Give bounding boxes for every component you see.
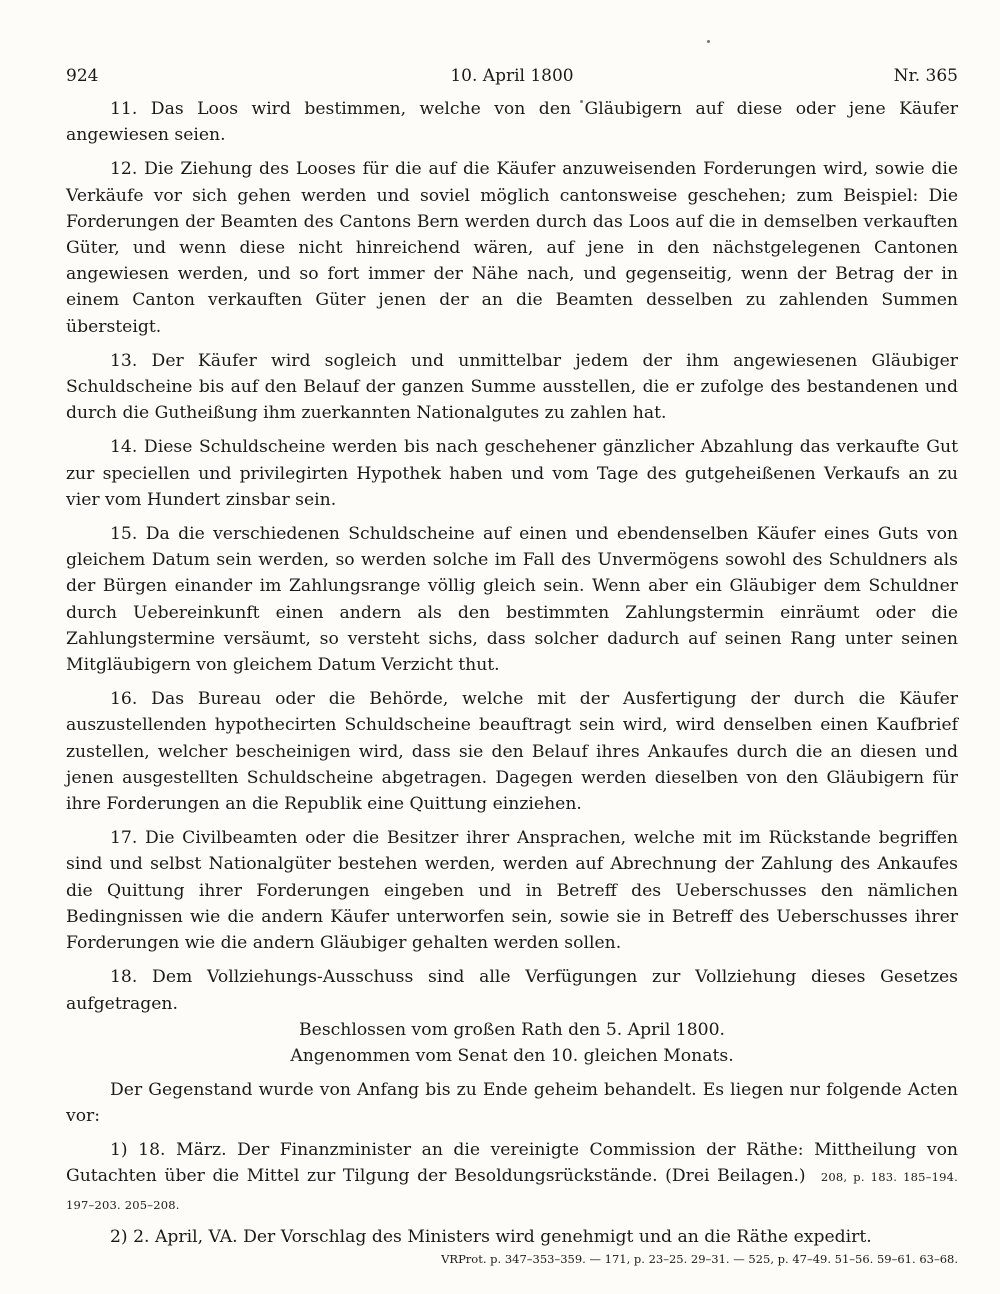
- article-16: 16. Das Bureau oder die Behörde, welche mit der Ausfertigung der durch die Käufer auszustellenden hypothecirten Schuldscheine beauftragt sein wird, wird denselben einen Kaufbrief zustellen, welcher bescheinigen wird, dass sie den Belauf ihres Ankaufes durch die an diesen und jenen ausgestellten Schuldscheine abgetragen. Dagegen werden dieselben von den Gläubigern für ihre Forderungen an die Republik eine Quittung einziehen.: [66, 689, 958, 815]
- article-14: 14. Diese Schuldscheine werden bis nach geschehener gänzlicher Abzahlung das verkaufte Gut zur speciellen und privilegirten Hypothek haben und vom Tage des gutgeheißenen Verkaufs an zu vier vom Hundert zinsbar sein.: [66, 437, 958, 510]
- notes-item-1: [66, 1137, 958, 1218]
- notes-item-1-refs: 208, p. 183. 185–194. 197–203. 205–208.: [66, 1170, 958, 1212]
- page-header: [66, 66, 958, 96]
- document-number: Nr. 365: [893, 66, 958, 86]
- notes-item-2-refs: VRProt. p. 347–353–359. — 171, p. 23–25. 29–31. — 525, p. 47–49. 51–56. 59–61. 63–68.: [441, 1251, 958, 1266]
- notes-item-2: 2) 2. April, VA. Der Vorschlag des Ministers wird genehmigt und an die Räthe expedirt.: [110, 1226, 872, 1247]
- notes-intro: Der Gegenstand wurde von Anfang bis zu Ende geheim behandelt. Es liegen nur folgende Acten vor:: [66, 1079, 958, 1126]
- section-gap: [66, 1069, 958, 1077]
- notes-item-1-text: 1) 18. März. Der Finanzminister an die vereinigte Commission der Räthe: Mittheilung von Gutachten über die Mittel zur Tilgung der Besoldungsrückstände. (Drei Beilagen.): [66, 1140, 958, 1187]
- article-11: 11. Das Loos wird bestimmen, welche von den Gläubigern auf diese oder jene Käufer angewiesen seien.: [66, 99, 958, 146]
- paper-speck: [707, 40, 710, 43]
- document-page: [66, 66, 958, 1268]
- header-date: 10. April 1800: [450, 66, 574, 86]
- article-13: 13. Der Käufer wird sogleich und unmittelbar jedem der ihm angewiesenen Gläubiger Schuldscheine bis auf den Belauf der ganzen Summe ausstellen, die er zufolge des bestandenen und durch die Gutheißung ihm zuerkannten Nationalgutes zu zahlen hat.: [66, 350, 958, 424]
- resolution-senate: Angenommen vom Senat den 10. gleichen Monats.: [290, 1045, 734, 1066]
- article-12: 12. Die Ziehung des Looses für die auf die Käufer anzuweisenden Forderungen wird, sowie die Verkäufe vor sich gehen werden und soviel möglich cantonsweise geschehen; zum Beispiel: Die Forderungen der Beamten des Cantons Bern werden durch das Loos auf die in demselben verkauften Güter, und wenn diese nicht hinreichend wären, auf jene in den nächstgelegenen Cantonen angewiesen werden, und so fort immer der Nähe nach, und gegenseitig, wenn der Betrag der in einem Canton verkauften Güter jenen der an die Beamten desselben zu zahlenden Summen übersteigt.: [66, 159, 958, 337]
- resolution-great-council: Beschlossen vom großen Rath den 5. April 1800.: [299, 1019, 725, 1040]
- article-18: 18. Dem Vollziehungs-Ausschuss sind alle Verfügungen zur Vollziehung dieses Gesetzes aufgetragen.: [66, 967, 958, 1014]
- article-17: 17. Die Civilbeamten oder die Besitzer ihrer Ansprachen, welche mit im Rückstande begriffen sind und selbst Nationalgüter bestehen werden, werden auf Abrechnung der Zahlung des Ankaufes die Quittung ihrer Forderungen eingeben und in Betreff des Ueberschusses den nämlichen Bedingnissen wie die andern Käufer unterworfen sein, sowie sie in Betreff des Ueberschusses ihrer Forderungen wie die andern Gläubiger gehalten werden sollen.: [66, 828, 958, 954]
- article-15: 15. Da die verschiedenen Schuldscheine auf einen und ebendenselben Käufer eines Guts von gleichem Datum sein werden, so werden solche im Fall des Unvermögens sowohl des Schuldners als der Bürgen einander im Zahlungsrange völlig gleich sein. Wenn aber ein Gläubiger dem Schuldner durch Uebereinkunft einen andern als den bestimmten Zahlungstermin einräumt oder die Zahlungstermine versäumt, so versteht sichs, dass solcher dadurch auf seinen Rang unter seinen Mitgläubigern von gleichem Datum Verzicht thut.: [66, 524, 958, 676]
- page-number: 924: [66, 66, 99, 86]
